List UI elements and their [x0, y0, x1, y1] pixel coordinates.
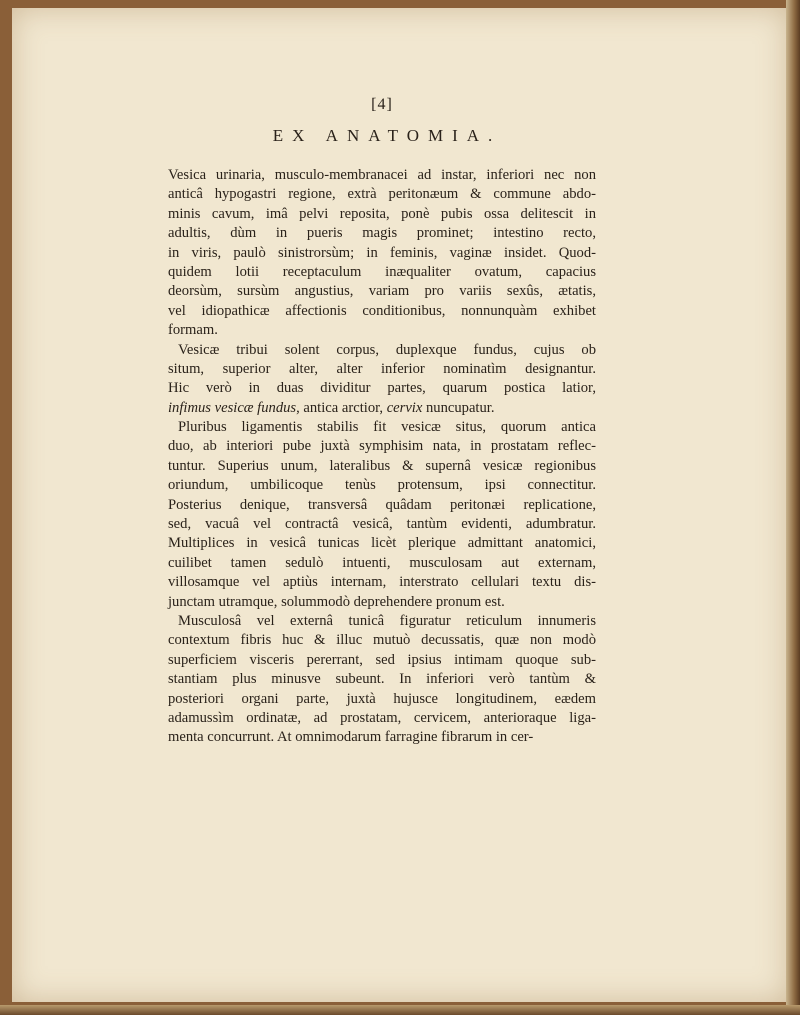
text-line: Vesica urinaria, musculo-membranacei ad instar, inferiori nec non: [168, 167, 596, 183]
text-line: anticâ hypogastri regione, extrà peritonæum & commune abdo-: [168, 186, 596, 203]
text-line: superficiem visceris pererrant, sed ipsius intimam quoque sub-: [168, 651, 596, 668]
text-line: situm, superior alter, alter inferior nominatìm designantur.: [168, 360, 596, 377]
paragraph: [168, 418, 596, 612]
page-edge-right: [786, 0, 800, 1015]
text-line: Hic verò in duas dividitur partes, quarum postica latior,: [168, 380, 596, 397]
text-line: deorsùm, sursùm angustius, variam pro variis sexûs, ætatis,: [168, 283, 596, 300]
text-line: Multiplices in vesicâ tunicas licèt plerique admittant anatomici,: [168, 535, 596, 552]
paragraph: [168, 341, 596, 419]
text-line: villosamque vel aptiùs internam, interstrato cellulari textu dis-: [168, 574, 596, 591]
text-line: Pluribus ligamentis stabilis fit vesicæ situs, quorum antica: [178, 419, 596, 436]
text-line: formam.: [168, 322, 218, 339]
text-line: posteriori organi parte, juxtà hujusce longitudinem, eædem: [168, 690, 596, 707]
body-text: [168, 166, 596, 748]
text-line: cuilibet tamen sedulò intuenti, musculosam aut externam,: [168, 554, 596, 571]
text-line: Posterius denique, transversâ quâdam peritonæi replicatione,: [168, 496, 596, 513]
text-line: minis cavum, imâ pelvi reposita, ponè pubis ossa delitescit in: [168, 205, 596, 222]
text-line: menta concurrunt. At omnimodarum farragine fibrarum in cer-: [168, 729, 534, 746]
section-title: EX ANATOMIA.: [272, 126, 502, 145]
text-line: contextum fibris huc & illuc mutuò decussatis, quæ non modò: [168, 632, 596, 649]
text-line: in viris, paulò sinistrorsùm; in feminis, vaginæ insidet. Quod-: [168, 244, 596, 261]
text-line: vel idiopathicæ affectionis conditionibus, nonnunquàm exhibet: [168, 302, 596, 319]
text-line: sed, vacuâ vel contractâ vesicâ, tantùm evidenti, adumbratur.: [168, 516, 596, 533]
text-line: adultis, dùm in pueris magis prominet; intestino recto,: [168, 225, 596, 242]
text-line: tuntur. Superius unum, lateralibus & supernâ vesicæ regionibus: [168, 457, 596, 474]
page-edge-bottom: [0, 1005, 800, 1015]
text-line: quidem lotii receptaculum inæqualiter ovatum, capacius: [168, 263, 596, 280]
text-line: infimus vesicæ fundus, antica arctior, cervix nuncupatur.: [168, 399, 495, 416]
text-line: junctam utramque, solummodò deprehendere pronum est.: [168, 593, 505, 610]
text-line: duo, ab interiori pube juxtà symphisim nata, in prostatam reflec-: [168, 438, 596, 455]
paragraph: [168, 612, 596, 748]
text-line: Vesicæ tribui solent corpus, duplexque fundus, cujus ob: [178, 341, 596, 358]
text-line: adamussìm ordinatæ, ad prostatam, cervicem, anterioraque liga-: [168, 709, 596, 726]
text-line: Musculosâ vel externâ tunicâ figuratur reticulum innumeris: [178, 612, 596, 629]
text-line: oriundum, umbilicoque tenùs protensum, ipsi connectitur.: [168, 477, 596, 494]
text-line: stantiam plus minusve subeunt. In inferiori verò tantùm &: [168, 671, 596, 688]
text-block: [168, 96, 596, 748]
page-number: [4]: [371, 96, 393, 113]
paragraph: [168, 166, 596, 341]
